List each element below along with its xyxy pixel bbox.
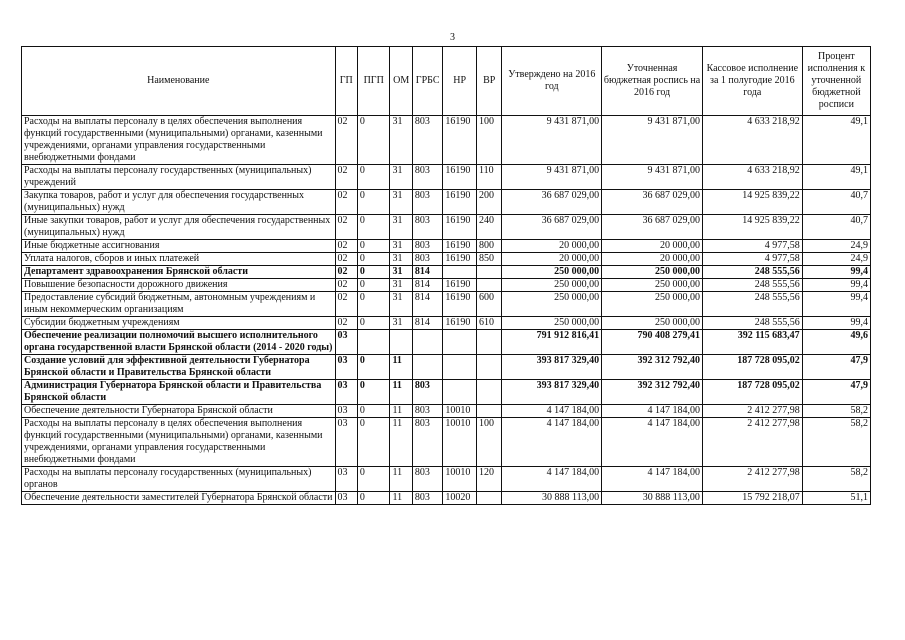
cell-name: Уплата налогов, сборов и иных платежей bbox=[22, 253, 336, 266]
cell-np: 16190 bbox=[443, 215, 477, 240]
header-np: НР bbox=[443, 47, 477, 116]
cell-om: 31 bbox=[390, 266, 412, 279]
cell-name: Расходы на выплаты персоналу государственных (муниципальных) органов bbox=[22, 467, 336, 492]
cell-approved: 20 000,00 bbox=[502, 253, 602, 266]
cell-gp: 03 bbox=[335, 418, 357, 467]
cell-refined: 250 000,00 bbox=[602, 292, 703, 317]
table-row bbox=[22, 116, 871, 165]
cell-np: 16190 bbox=[443, 292, 477, 317]
cell-gp: 03 bbox=[335, 330, 357, 355]
cell-refined: 30 888 113,00 bbox=[602, 492, 703, 505]
cell-grbs: 803 bbox=[412, 215, 443, 240]
cell-percent: 49,1 bbox=[802, 165, 870, 190]
cell-approved: 9 431 871,00 bbox=[502, 116, 602, 165]
cell-approved: 20 000,00 bbox=[502, 240, 602, 253]
cell-refined: 20 000,00 bbox=[602, 253, 703, 266]
cell-percent: 99,4 bbox=[802, 266, 870, 279]
cell-grbs: 814 bbox=[412, 317, 443, 330]
cell-np: 16190 bbox=[443, 190, 477, 215]
cell-percent: 51,1 bbox=[802, 492, 870, 505]
cell-np: 10020 bbox=[443, 492, 477, 505]
cell-percent: 49,1 bbox=[802, 116, 870, 165]
table-row bbox=[22, 292, 871, 317]
cell-percent: 49,6 bbox=[802, 330, 870, 355]
budget-table bbox=[21, 46, 871, 505]
cell-name: Обеспечение реализации полномочий высшего исполнительного органа государственной власти Брянской области (2014 - 2020 годы) bbox=[22, 330, 336, 355]
cell-name: Закупка товаров, работ и услуг для обеспечения государственных (муниципальных) нужд bbox=[22, 190, 336, 215]
cell-refined: 4 147 184,00 bbox=[602, 418, 703, 467]
table-row bbox=[22, 240, 871, 253]
cell-cash: 2 412 277,98 bbox=[702, 405, 802, 418]
header-vr: ВР bbox=[476, 47, 501, 116]
cell-vr: 240 bbox=[476, 215, 501, 240]
header-row bbox=[22, 47, 871, 116]
cell-cash: 248 555,56 bbox=[702, 266, 802, 279]
cell-refined: 250 000,00 bbox=[602, 266, 703, 279]
cell-approved: 4 147 184,00 bbox=[502, 467, 602, 492]
cell-name: Администрация Губернатора Брянской области и Правительства Брянской области bbox=[22, 380, 336, 405]
table-row bbox=[22, 355, 871, 380]
cell-gp: 03 bbox=[335, 380, 357, 405]
cell-refined: 9 431 871,00 bbox=[602, 116, 703, 165]
table-body bbox=[22, 116, 871, 505]
table-row bbox=[22, 317, 871, 330]
cell-cash: 187 728 095,02 bbox=[702, 380, 802, 405]
cell-percent: 24,9 bbox=[802, 253, 870, 266]
cell-om: 11 bbox=[390, 418, 412, 467]
cell-vr: 120 bbox=[476, 467, 501, 492]
cell-grbs: 803 bbox=[412, 165, 443, 190]
cell-vr: 600 bbox=[476, 292, 501, 317]
cell-refined: 790 408 279,41 bbox=[602, 330, 703, 355]
cell-pgp: 0 bbox=[357, 355, 390, 380]
cell-cash: 4 977,58 bbox=[702, 240, 802, 253]
cell-gp: 02 bbox=[335, 215, 357, 240]
cell-vr: 610 bbox=[476, 317, 501, 330]
cell-pgp: 0 bbox=[357, 317, 390, 330]
cell-pgp: 0 bbox=[357, 253, 390, 266]
cell-cash: 248 555,56 bbox=[702, 292, 802, 317]
cell-gp: 02 bbox=[335, 253, 357, 266]
cell-grbs: 814 bbox=[412, 292, 443, 317]
cell-gp: 03 bbox=[335, 467, 357, 492]
cell-name: Обеспечение деятельности Губернатора Брянской области bbox=[22, 405, 336, 418]
cell-approved: 36 687 029,00 bbox=[502, 190, 602, 215]
cell-gp: 02 bbox=[335, 190, 357, 215]
cell-gp: 03 bbox=[335, 355, 357, 380]
cell-refined: 9 431 871,00 bbox=[602, 165, 703, 190]
cell-gp: 02 bbox=[335, 279, 357, 292]
table-row bbox=[22, 418, 871, 467]
cell-vr bbox=[476, 492, 501, 505]
table-row bbox=[22, 266, 871, 279]
cell-refined: 250 000,00 bbox=[602, 317, 703, 330]
cell-pgp: 0 bbox=[357, 492, 390, 505]
cell-gp: 02 bbox=[335, 292, 357, 317]
cell-approved: 393 817 329,40 bbox=[502, 355, 602, 380]
cell-vr: 110 bbox=[476, 165, 501, 190]
cell-gp: 02 bbox=[335, 116, 357, 165]
table-row bbox=[22, 330, 871, 355]
cell-pgp bbox=[357, 330, 390, 355]
cell-cash: 15 792 218,07 bbox=[702, 492, 802, 505]
page-number: 3 bbox=[450, 32, 455, 43]
cell-name: Иные бюджетные ассигнования bbox=[22, 240, 336, 253]
cell-pgp: 0 bbox=[357, 116, 390, 165]
cell-cash: 392 115 683,47 bbox=[702, 330, 802, 355]
cell-name: Субсидии бюджетным учреждениям bbox=[22, 317, 336, 330]
cell-np: 10010 bbox=[443, 418, 477, 467]
cell-name: Департамент здравоохранения Брянской области bbox=[22, 266, 336, 279]
cell-om: 31 bbox=[390, 253, 412, 266]
cell-cash: 4 977,58 bbox=[702, 253, 802, 266]
cell-percent: 40,7 bbox=[802, 190, 870, 215]
header-refined: Уточненная бюджетная роспись на 2016 год bbox=[602, 47, 703, 116]
cell-refined: 4 147 184,00 bbox=[602, 405, 703, 418]
cell-om bbox=[390, 330, 412, 355]
cell-om: 31 bbox=[390, 240, 412, 253]
cell-om: 11 bbox=[390, 380, 412, 405]
cell-grbs: 803 bbox=[412, 418, 443, 467]
cell-cash: 2 412 277,98 bbox=[702, 467, 802, 492]
header-name: Наименование bbox=[22, 47, 336, 116]
cell-om: 31 bbox=[390, 292, 412, 317]
cell-om: 11 bbox=[390, 355, 412, 380]
header-cash: Кассовое исполнение за 1 полугодие 2016 года bbox=[702, 47, 802, 116]
cell-om: 11 bbox=[390, 405, 412, 418]
cell-percent: 99,4 bbox=[802, 292, 870, 317]
header-om: ОМ bbox=[390, 47, 412, 116]
cell-cash: 248 555,56 bbox=[702, 317, 802, 330]
cell-gp: 02 bbox=[335, 240, 357, 253]
cell-grbs: 803 bbox=[412, 380, 443, 405]
cell-name: Расходы на выплаты персоналу государственных (муниципальных) учреждений bbox=[22, 165, 336, 190]
cell-cash: 4 633 218,92 bbox=[702, 165, 802, 190]
cell-om: 31 bbox=[390, 317, 412, 330]
cell-gp: 02 bbox=[335, 165, 357, 190]
cell-percent: 24,9 bbox=[802, 240, 870, 253]
cell-grbs: 803 bbox=[412, 492, 443, 505]
cell-cash: 2 412 277,98 bbox=[702, 418, 802, 467]
cell-percent: 47,9 bbox=[802, 380, 870, 405]
cell-cash: 187 728 095,02 bbox=[702, 355, 802, 380]
cell-approved: 30 888 113,00 bbox=[502, 492, 602, 505]
header-gp: ГП bbox=[335, 47, 357, 116]
cell-refined: 20 000,00 bbox=[602, 240, 703, 253]
cell-gp: 03 bbox=[335, 492, 357, 505]
cell-gp: 02 bbox=[335, 317, 357, 330]
cell-np: 16190 bbox=[443, 240, 477, 253]
cell-grbs bbox=[412, 355, 443, 380]
header-grbs: ГРБС bbox=[412, 47, 443, 116]
cell-om: 11 bbox=[390, 492, 412, 505]
cell-pgp: 0 bbox=[357, 190, 390, 215]
cell-np: 16190 bbox=[443, 279, 477, 292]
table-row bbox=[22, 492, 871, 505]
cell-vr bbox=[476, 355, 501, 380]
cell-approved: 4 147 184,00 bbox=[502, 418, 602, 467]
cell-refined: 250 000,00 bbox=[602, 279, 703, 292]
cell-pgp: 0 bbox=[357, 240, 390, 253]
cell-om: 31 bbox=[390, 279, 412, 292]
table-row bbox=[22, 405, 871, 418]
cell-name: Обеспечение деятельности заместителей Губернатора Брянской области bbox=[22, 492, 336, 505]
cell-name: Расходы на выплаты персоналу в целях обеспечения выполнения функций государственными (муниципальными) органами, казенными учреждениями, органами управления государственными внебюджетными фондами bbox=[22, 116, 336, 165]
table-row bbox=[22, 190, 871, 215]
cell-cash: 4 633 218,92 bbox=[702, 116, 802, 165]
cell-vr bbox=[476, 279, 501, 292]
cell-vr: 800 bbox=[476, 240, 501, 253]
cell-approved: 250 000,00 bbox=[502, 279, 602, 292]
table-row bbox=[22, 380, 871, 405]
cell-om: 31 bbox=[390, 165, 412, 190]
cell-refined: 36 687 029,00 bbox=[602, 215, 703, 240]
cell-vr bbox=[476, 380, 501, 405]
cell-gp: 03 bbox=[335, 405, 357, 418]
cell-cash: 14 925 839,22 bbox=[702, 215, 802, 240]
cell-refined: 4 147 184,00 bbox=[602, 467, 703, 492]
table-row bbox=[22, 165, 871, 190]
cell-np: 16190 bbox=[443, 116, 477, 165]
cell-pgp: 0 bbox=[357, 292, 390, 317]
cell-pgp: 0 bbox=[357, 266, 390, 279]
cell-percent: 58,2 bbox=[802, 467, 870, 492]
cell-approved: 250 000,00 bbox=[502, 266, 602, 279]
cell-refined: 392 312 792,40 bbox=[602, 380, 703, 405]
cell-name: Расходы на выплаты персоналу в целях обеспечения выполнения функций государственными (муниципальными) органами, казенными учреждениями, органами управления государственными внебюджетными фондами bbox=[22, 418, 336, 467]
cell-approved: 250 000,00 bbox=[502, 292, 602, 317]
header-pgp: ПГП bbox=[357, 47, 390, 116]
cell-percent: 58,2 bbox=[802, 405, 870, 418]
table-row bbox=[22, 467, 871, 492]
cell-om: 11 bbox=[390, 467, 412, 492]
cell-approved: 4 147 184,00 bbox=[502, 405, 602, 418]
cell-approved: 36 687 029,00 bbox=[502, 215, 602, 240]
cell-approved: 791 912 816,41 bbox=[502, 330, 602, 355]
cell-name: Предоставление субсидий бюджетным, автономным учреждениям и иным некоммерческим организациям bbox=[22, 292, 336, 317]
cell-vr bbox=[476, 330, 501, 355]
cell-np bbox=[443, 330, 477, 355]
cell-gp: 02 bbox=[335, 266, 357, 279]
cell-grbs: 803 bbox=[412, 240, 443, 253]
cell-name: Повышение безопасности дорожного движения bbox=[22, 279, 336, 292]
cell-om: 31 bbox=[390, 190, 412, 215]
cell-pgp: 0 bbox=[357, 418, 390, 467]
cell-approved: 250 000,00 bbox=[502, 317, 602, 330]
cell-np bbox=[443, 355, 477, 380]
cell-np: 10010 bbox=[443, 405, 477, 418]
cell-vr bbox=[476, 266, 501, 279]
cell-refined: 392 312 792,40 bbox=[602, 355, 703, 380]
cell-pgp: 0 bbox=[357, 215, 390, 240]
cell-np bbox=[443, 380, 477, 405]
cell-approved: 9 431 871,00 bbox=[502, 165, 602, 190]
cell-np: 16190 bbox=[443, 317, 477, 330]
cell-vr: 100 bbox=[476, 418, 501, 467]
cell-grbs bbox=[412, 330, 443, 355]
table-row bbox=[22, 215, 871, 240]
cell-pgp: 0 bbox=[357, 380, 390, 405]
cell-grbs: 814 bbox=[412, 266, 443, 279]
cell-np: 16190 bbox=[443, 253, 477, 266]
cell-np: 16190 bbox=[443, 165, 477, 190]
cell-percent: 40,7 bbox=[802, 215, 870, 240]
cell-grbs: 803 bbox=[412, 405, 443, 418]
cell-vr: 100 bbox=[476, 116, 501, 165]
table-row bbox=[22, 253, 871, 266]
cell-vr: 850 bbox=[476, 253, 501, 266]
header-approved: Утверждено на 2016 год bbox=[502, 47, 602, 116]
cell-vr: 200 bbox=[476, 190, 501, 215]
cell-percent: 99,4 bbox=[802, 279, 870, 292]
cell-percent: 58,2 bbox=[802, 418, 870, 467]
cell-grbs: 803 bbox=[412, 467, 443, 492]
cell-vr bbox=[476, 405, 501, 418]
cell-pgp: 0 bbox=[357, 405, 390, 418]
cell-percent: 99,4 bbox=[802, 317, 870, 330]
cell-om: 31 bbox=[390, 215, 412, 240]
cell-grbs: 803 bbox=[412, 253, 443, 266]
cell-np bbox=[443, 266, 477, 279]
cell-grbs: 803 bbox=[412, 116, 443, 165]
cell-om: 31 bbox=[390, 116, 412, 165]
cell-grbs: 814 bbox=[412, 279, 443, 292]
cell-pgp: 0 bbox=[357, 279, 390, 292]
header-percent: Процент исполнения к уточненной бюджетной росписи bbox=[802, 47, 870, 116]
cell-grbs: 803 bbox=[412, 190, 443, 215]
cell-cash: 14 925 839,22 bbox=[702, 190, 802, 215]
cell-pgp: 0 bbox=[357, 165, 390, 190]
cell-refined: 36 687 029,00 bbox=[602, 190, 703, 215]
cell-percent: 47,9 bbox=[802, 355, 870, 380]
cell-np: 10010 bbox=[443, 467, 477, 492]
cell-pgp: 0 bbox=[357, 467, 390, 492]
table-row bbox=[22, 279, 871, 292]
cell-approved: 393 817 329,40 bbox=[502, 380, 602, 405]
cell-name: Иные закупки товаров, работ и услуг для обеспечения государственных (муниципальных) нужд bbox=[22, 215, 336, 240]
cell-name: Создание условий для эффективной деятельности Губернатора Брянской области и Правительства Брянской области bbox=[22, 355, 336, 380]
cell-cash: 248 555,56 bbox=[702, 279, 802, 292]
